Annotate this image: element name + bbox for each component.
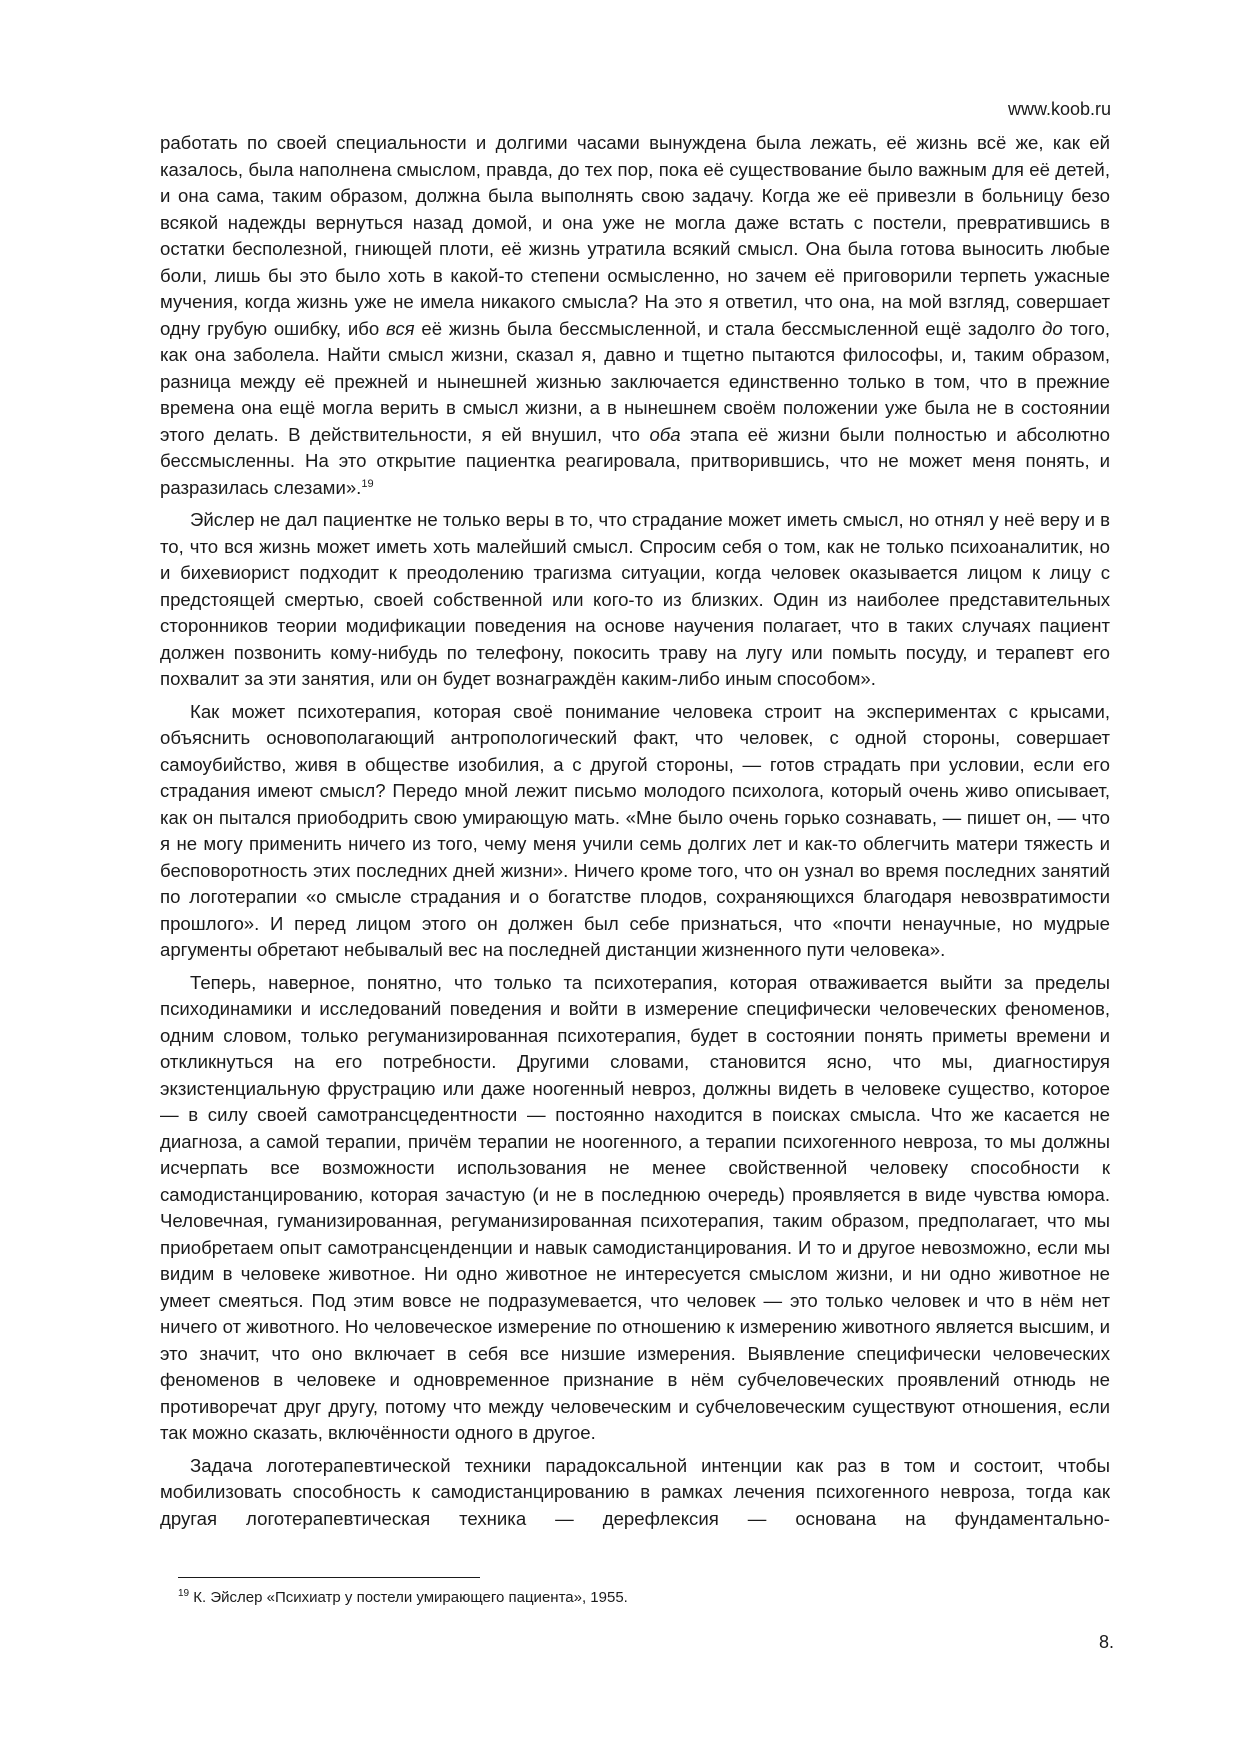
emphasis-text: вся <box>386 317 415 339</box>
paragraph <box>160 130 1110 501</box>
emphasis-text: до <box>1042 317 1063 339</box>
paragraph-text: Теперь, наверное, понятно, что только та психотерапия, которая отваживается выйти за пределы психодинамики и исследований поведения и войти в измерение специфически человеческих феноменов, одним словом, только регуманизированная психотерапия, будет в состоянии понять приметы времени и откликнуться на его потребности. Другими словами, становится ясно, что мы, диагностируя экзистенциальную фрустрацию или даже ноогенный невроз, должны видеть в человеке существо, которое — в силу своей самотрансцедентности — постоянно находится в поисках смысла. Что же касается не диагноза, а самой терапии, причём терапии не ноогенного, а терапии психогенного невроза, то мы должны исчерпать все возможности использования не менее свойственной человеку способности к самодистанцированию, которая зачастую (и не в последнюю очередь) проявляется в виде чувства юмора. Человечная, гуманизированная, регуманизированная психотерапия, таким образом, предполагает, что мы приобретаем опыт самотрансценденции и навык самодистанцирования. И то и другое невозможно, если мы видим в человеке животное. Ни одно животное не интересуется смыслом жизни, и ни одно животное не умеет смеяться. Под этим вовсе не подразумевается, что человек — это только человек и что в нём нет ничего от животного. Но человеческое измерение по отношению к измерению животного является высшим, и это значит, что оно включает в себя все низшие измерения. Выявление специфически человеческих феноменов в человеке и одновременное признание в нём субчеловеческих проявлений отнюдь не противоречат друг другу, потому что между человеческим и субчеловеческим существуют отношения, если так можно сказать, включённости одного в другое. <box>160 971 1110 1443</box>
paragraph-text: этапа её жизни были полностью и абсолютно бессмысленны. На это открытие пациентка реагировала, притворившись, что не может меня понять, и разразилась слезами». <box>160 423 1110 498</box>
paragraph <box>160 1453 1110 1533</box>
paragraph-text: Эйслер не дал пациентке не только веры в то, что страдание может иметь смысл, но отнял у неё веру и в то, что вся жизнь может иметь хоть малейший смысл. Спросим себя о том, как не только психоаналитик, но и бихевиорист подходит к преодолению трагизма ситуации, когда человек оказывается лицом к лицу с предстоящей смертью, своей собственной или кого-то из близких. Один из наиболее представительных сторонников теории модификации поведения на основе научения полагает, что в таких случаях пациент должен позвонить кому-нибудь по телефону, покосить траву на лугу или помыть посуду, и терапевт его похвалит за эти занятия, или он будет вознаграждён каким-либо иным способом». <box>160 509 1110 689</box>
header-site-url: www.koob.ru <box>1007 99 1111 119</box>
footnote-reference: 19 <box>361 477 374 490</box>
paragraph-text: её жизнь была бессмысленной, и стала бессмысленной ещё задолго <box>414 317 1043 339</box>
paragraph <box>160 507 1110 693</box>
footnote <box>178 1588 628 1608</box>
page-number: 8. <box>1098 1632 1114 1652</box>
paragraph <box>160 970 1110 1447</box>
page-body <box>160 130 1110 1538</box>
paragraph-text: Задача логотерапевтической техники парадоксальной интенции как раз в том и состоит, чтобы мобилизовать способность к самодистанцированию в рамках лечения психогенного невроза, тогда как другая логотерапевтическая техника — дерефлексия — основана на фундаментально- <box>160 1454 1110 1529</box>
paragraph-text: того, как она заболела. Найти смысл жизни, сказал я, давно и тщетно пытаются философы, и, таким образом, разница между её прежней и нынешней жизнью заключается единственно только в том, что в прежние времена она ещё могла верить в смысл жизни, а в нынешнем своём положении уже была не в состоянии этого делать. В действительности, я ей внушил, что <box>160 317 1111 445</box>
emphasis-text: оба <box>649 423 681 445</box>
paragraph-text: Как может психотерапия, которая своё понимание человека строит на экспериментах с крысами, объяснить основополагающий антропологический факт, что человек, с одной стороны, совершает самоубийство, живя в обществе изобилия, а с другой стороны, — готов страдать при условии, если его страдания имеют смысл? Передо мной лежит письмо молодого психолога, который очень живо описывает, как он пытался приободрить свою умирающую мать. «Мне было очень горько сознавать, — пишет он, — что я не могу применить ничего из того, чему меня учили семь долгих лет и как-то облегчить матери тяжесть и бесповоротность этих последних дней жизни». Ничего кроме того, что он узнал во время последних занятий по логотерапии «о смысле страдания и о богатстве плодов, сохраняющихся благодаря невозвратимости прошлого». И перед лицом этого он должен был себе признаться, что «почти ненаучные, но мудрые аргументы обретают небывалый вес на последней дистанции жизненного пути человека». <box>160 700 1110 960</box>
paragraph <box>160 699 1110 964</box>
paragraph-text: работать по своей специальности и долгими часами вынуждена была лежать, её жизнь всё же, как ей казалось, была наполнена смыслом, правда, до тех пор, пока её существование было важным для её детей, и она сама, таким образом, должна была выполнять свою задачу. Когда же её привезли в больницу безо всякой надежды вернуться назад домой, и она уже не могла даже встать с постели, превратившись в остатки бесполезной, гниющей плоти, её жизнь утратила всякий смысл. Она была готова выносить любые боли, лишь бы это было хоть в какой-то степени осмысленно, но зачем её приговорили терпеть ужасные мучения, когда жизнь уже не имела никакого смысла? На это я ответил, что она, на мой взгляд, совершает одну грубую ошибку, ибо <box>160 132 1110 339</box>
footnote-text: К. Эйслер «Психиатр у постели умирающего пациента», 1955. <box>189 1589 628 1606</box>
footnote-marker: 19 <box>178 1588 190 1599</box>
footnote-separator <box>178 1577 480 1578</box>
